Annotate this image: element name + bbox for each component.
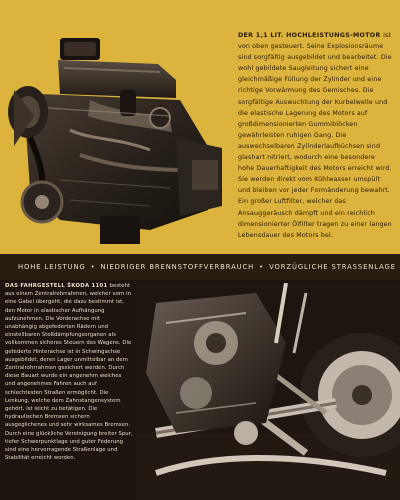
feature-road-holding: VORZÜGLICHE STRASSENLAGE <box>269 263 396 271</box>
chassis-description <box>5 282 133 462</box>
chassis-body: besteht aus einem Zentralrohrrahmen, welcher vorn in eine Gabel übergeht, die dazu bestimmt ist, den Motor in elastischer Aufhängung aufzunehmen. Die Vorderachse mit unabhängig abgefederten Rädern und einstellbaren Stoßdämpfungsorganen als vollkommen sicheres Steuern des Wagens. Die gefederte Hinterachse ist in Schwingachse ausgebildet, deren Lager unmittelbar an dem Zentralrohrrahmen gesichert werden. Durch diese Bauart wurde ein angenehm weiches und angenehmes Fahren auch auf schlechtesten Straßen ermöglicht. Die Lenkung, welche dem Zahnstangensystem gehört, ist leicht zu betätigen. Die hydraulischen Bremsen sichern ausgeglichenes und sehr wirksames Bremsen. Durch eine glückliche Vereinigung breiter Spur, tiefer Schwerpunktlage und guter Federung sind eine hervorragende Straßenlage und Stabilität erreicht worden. <box>5 283 133 462</box>
engine-heading: DER 1,1 LIT. HOCHLEISTUNGS-MOTOR <box>238 32 384 39</box>
band-separator: • <box>90 263 96 271</box>
engine-photo <box>0 20 236 252</box>
band-separator: • <box>259 263 265 271</box>
chassis-heading: DAS FAHRGESTELL ŠKODA 1101 <box>5 283 110 289</box>
chassis-photo <box>136 283 400 500</box>
engine-description <box>238 30 392 241</box>
engine-body: ist von oben gesteuert. Seine Explosionsräume sind sorgfältig ausgebildet und bearbeitet. Die wohl gebildete Saugleitung sichert eine gleichmäßige Füllung der Zylinder und eine richtige Vorwärmung des Gemisches. Die sorgfältige Auswuchtung der Kurbelwelle und die elastische Lagerung des Motors auf großdimensionierten Gummiblöcken gewährleisten ruhigen Gang. Die auswechselbaren Zylinderlaufbüchsen sind glashart nitriert, wodurch eine besondere hohe Dauerhaftigkeit des Motors erreicht wird. Sie werden direkt vom Kühlwasser umspült und bleiben vor jeder Formänderung bewahrt. Ein großer Luftfilter, welcher das Ansauggeräusch dämpft und ein reichlich dimensionierter Ölfilter tragen zu einer langen Lebensdauer des Motors bei. <box>238 32 392 239</box>
feature-band <box>0 254 400 280</box>
feature-low-consumption: NIEDRIGER BRENNSTOFFVERBRAUCH <box>100 263 255 271</box>
feature-high-performance: HOHE LEISTUNG <box>18 263 86 271</box>
